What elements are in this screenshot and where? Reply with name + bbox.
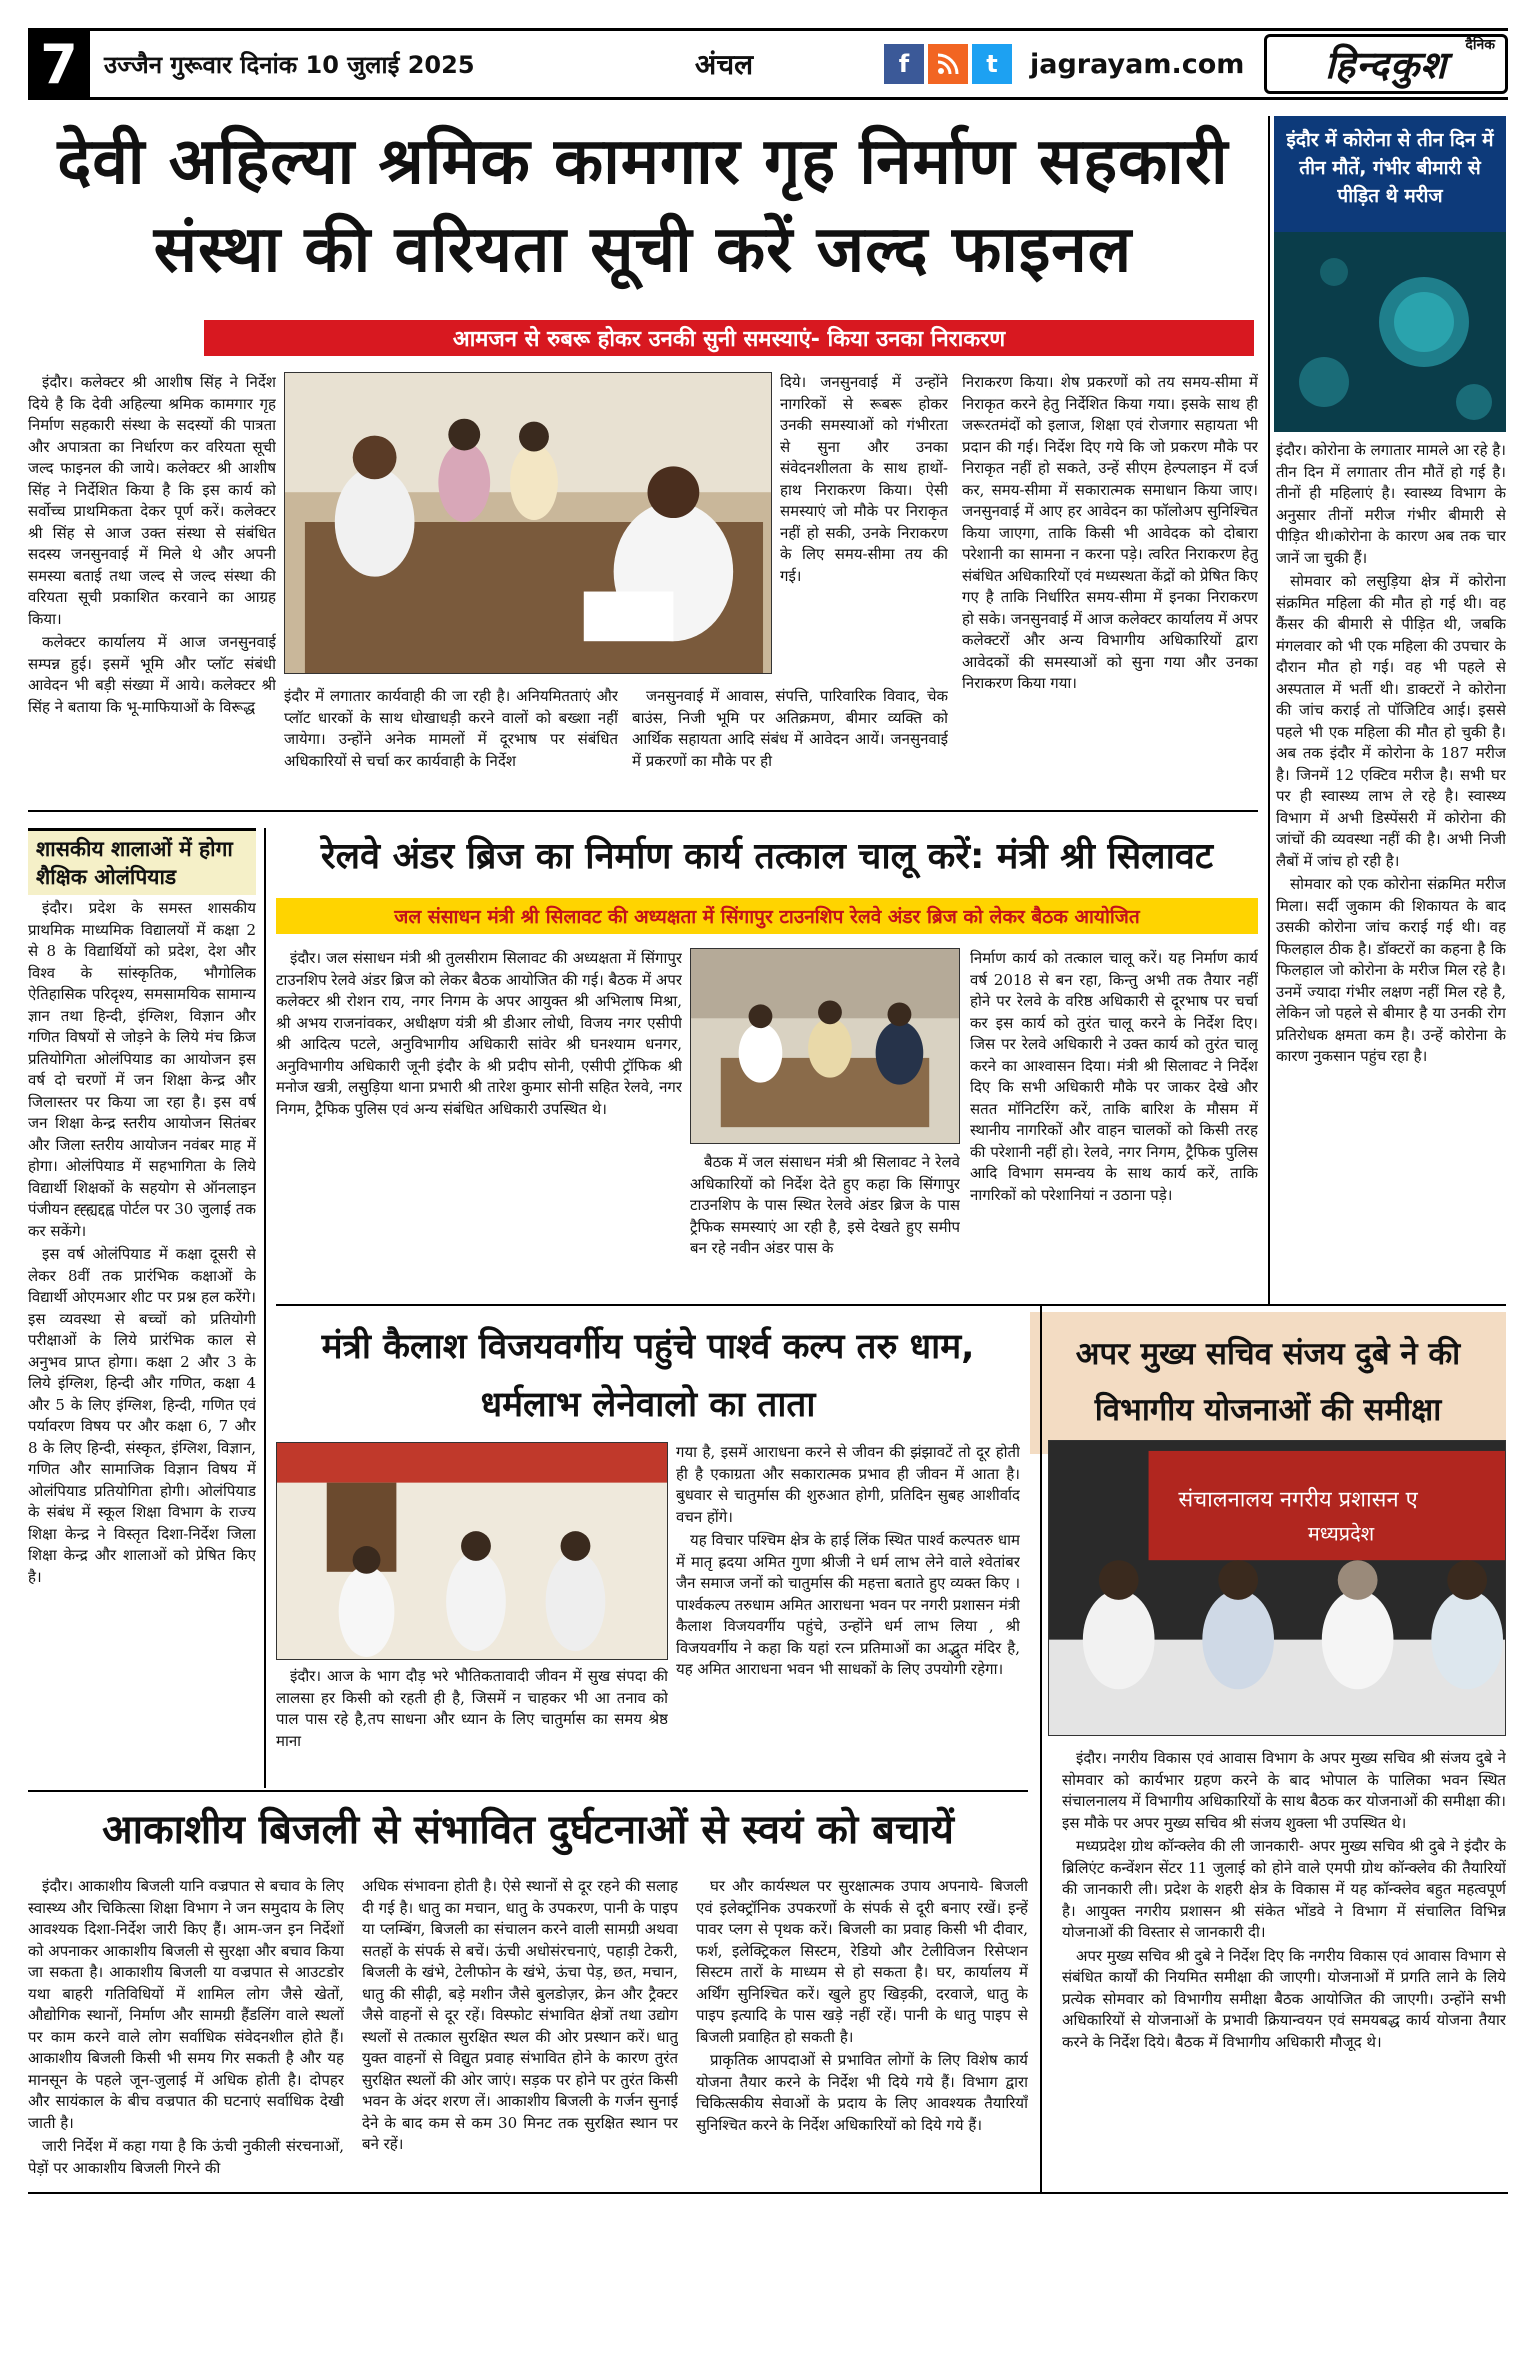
olympiad-para1: इंदौर। प्रदेश के समस्त शासकीय प्राथमिक माध्यमिक विद्यालयों में कक्षा 2 से 8 के विद्यार्थियों को प्रदेश, देश और विश्व के सांस्कृतिक, भौगोलिक ऐतिहासिक परिदृश्य, समसामयिक सामान्य ज्ञान तथा हिन्दी, इंग्लिश, विज्ञान और गणित विषयों से जोड़ने के लिये मंच क्रिज प्रतियोगिता ओलंपियाड का आयोजन इस वर्ष दो चरणों में जन शिक्षा केन्द्र और जिलास्तर पर किया जा रहा है। इस वर्ष जन शिक्षा केन्द्र स्तरीय आयोजन सितंबर और जिला स्तरीय आयोजन नवंबर माह में होगा। ओलंपियाड में सहभागिता के लिये विद्यार्थी शिक्षकों के सहयोग से ऑनलाइन पंजीयन ह्ह्ह्यद्दह्व पोर्टल पर 30 जुलाई तक कर सकेंगे। [28,899,256,1240]
kailash-para3: यह विचार पश्चिम क्षेत्र के हाई लिंक स्थित पार्श्व कल्पतरु धाम में मातृ ह्रदया अमित गुणा श्रीजी ने धर्म लाभ लेने वाले श्वेतांबर जैन समाज जनों को चातुर्मास की महत्ता बताते हुए व्यक्त किए । पार्श्वकल्प तरुधाम अमित आराधना भवन पर नगरी प्रशासन मंत्री कैलाश विजयवर्गीय पहुंचे, उन्होंने धर्म लाभ लिया , श्री विजयवर्गीय ने कहा कि यहां रत्न प्रतिमाओं का अद्भुत मंदिर है, यह अमित आराधना भवन भी साधकों के लिए उपयोगी रहेगा। [676,1531,1020,1678]
website-link[interactable]: jagrayam.com [1030,48,1245,80]
social-icons [884,44,1012,84]
railway-para1: इंदौर। जल संसाधन मंत्री श्री तुलसीराम सिलावट की अध्यक्षता में सिंगापुर टाउनशिप रेलवे अंडर ब्रिज को लेकर बैठक आयोजित की गई। बैठक में अपर कलेक्टर श्री रोशन राय, नगर निगम के अपर आयुक्त श्री अभिलाष मिश्रा, श्री अभय राजनांवकर, अधीक्षण यंत्री श्री डीआर लोधी, विजय नगर एसीपी श्री आदित्य पटले, अनुविभागीय अधिकारी सांवेर श्री घनश्याम धनगर, अनुविभागीय अधिकारी जूनी इंदौर के श्री प्रदीप सोनी, एसीपी ट्रॉफिक श्री मनोज खत्री, लसुड़िया थाना प्रभारी श्री तारेश कुमार सोनी सहित रेलवे, नगर निगम, ट्रैफिक पुलिस एवं अन्य संबंधित अधिकारी उपस्थित थे। [276,949,682,1118]
lightning-para2: जारी निर्देश में कहा गया है कि ऊंची नुकीली संरचनाओं, पेड़ों पर आकाशीय बिजली गिरने की [28,2137,344,2176]
brand-tag: दैनिक [1465,37,1495,53]
main-headline: देवी अहिल्या श्रमिक कामगार गृह निर्माण सहकारी संस्था की वरियता सूची करें जल्द फाइनल [57,125,1229,287]
rss-icon[interactable] [928,44,968,84]
railway-headline: रेलवे अंडर ब्रिज का निर्माण कार्य तत्काल चालू करें: मंत्री श्री सिलावट [320,836,1214,877]
dubey-headline: अपर मुख्य सचिव संजय दुबे ने की विभागीय योजनाओं की समीक्षा [1030,1312,1506,1454]
olympiad-divider [264,828,266,1788]
kailash-photo [276,1442,668,1660]
twitter-icon[interactable]: t [972,44,1012,84]
dubey-body [1062,1748,1506,2178]
sidebar-para3: सोमवार को एक कोरोना संक्रमित मरीज मिला। सर्दी जुकाम की शिकायत के बाद उसकी कोरोना जांच कराई गई थी। वह फिलहाल ठीक है। डॉक्टरों का कहना है कि फिलहाल जो कोरोना के मरीज मिल रहे है। उनमें ज्यादा गंभीर लक्षण नहीं मिल रहे है, लेकिन जो पहले से बीमार है या उनकी रोग प्रतिरोधक क्षमता कम है। उन्हें कोरोना के कारण नुकसान पहुंच रहा है। [1276,875,1506,1065]
sidebar-headline: इंदौर में कोरोना से तीन दिन में तीन मौतें, गंभीर बीमारी से पीड़ित थे मरीज [1274,116,1506,232]
lightning-para3: अधिक संभावना होती है। ऐसे स्थानों से दूर रहने की सलाह दी गई है। धातु का मचान, धातु के उपकरण, पानी के पाइप या प्लम्बिंग, बिजली का संचालन करने वाली सामग्री अथवा सतहों के संपर्क से बचें। ऊंची अधोसंरचनाएं, पहाड़ी टेकरी, बिजली के खंभे, टेलीफोन के खंभे, ऊंचा पेड़, छत, मचान, धातु की सीढ़ी, बड़े मशीन जैसे बुलडोज़र, क्रेन और ट्रैक्टर जैसे वाहनों से दूर रहें। विस्फोट संभावित क्षेत्रों तथा उद्योग स्थलों से तत्काल सुरक्षित स्थल की ओर प्रस्थान करें। धातु युक्त वाहनों से विद्युत प्रवाह संभावित होने के कारण तुरंत सुरक्षित स्थलों की ओर जाएं। सड़क पर होने पर तुरंत किसी भवन के अंदर शरण लें। आकाशीय बिजली के गर्जन सुनाई देने के बाद कम से कम 30 मिनट तक सुरक्षित स्थान पर बने रहें। [362,1877,678,2153]
jansunwai-photo [284,372,772,674]
railway-meeting-photo [690,948,960,1144]
railway-para3: निर्माण कार्य को तत्काल चालू करें। यह निर्माण कार्य वर्ष 2018 से बन रहा, किन्तु अभी तक तैयार नहीं होने पर रेलवे के वरिष्ठ अधिकारी से दूरभाष पर चर्चा कर इस कार्य को तुरंत चालू करने के निर्देश दिए। जिस पर रेलवे अधिकारी ने उक्त कार्य को तुरंत चालू करने का आश्वासन दिया। मंत्री श्री सिलावट ने निर्देश दिए कि सभी अधिकारी मौके पर जाकर देखे और सतत मॉनिटरिंग करें, ताकि बारिश के मौसम में स्थानीय नागरिकों और वाहन चालकों को किसी तरह की परेशानी नहीं हो। रेलवे, नगर निगम, ट्रैफिक पुलिस आदि विभाग समन्वय के साथ कार्य करें, ताकि नागरिकों को परेशानियां न उठाना पड़े। [970,949,1258,1204]
dubey-divider [1040,1304,1042,2194]
photo-sign-text: संचालनालय नगरीय प्रशासन ए [1178,1487,1418,1513]
olympiad-para2: इस वर्ष ओलंपियाड में कक्षा दूसरी से लेकर 8वीं तक प्रारंभिक कक्षाओं के विद्यार्थी ओएमआर शीट पर प्रश्न हल करेंगे। इस व्यवस्था से बच्चों को प्रतियोगी परीक्षाओं के लिये प्रारंभिक काल से अनुभव प्राप्त होगा। कक्षा 2 और 3 के लिये इंग्लिश, हिन्दी और गणित, कक्षा 4 और 5 के लिए इंग्लिश, हिन्दी, गणित एवं पर्यावरण विषय पर और कक्षा 6, 7 और 8 के लिए हिन्दी, संस्कृत, इंग्लिश, विज्ञान, गणित और सामाजिक विज्ञान विषय में ओलंपियाड प्रतियोगिता होगी। ओलंपियाड के संबंध में स्कूल शिक्षा विभाग के राज्य शिक्षा केन्द्र ने विस्तृत दिशा-निर्देश जिला शिक्षा केन्द्र और शालाओं को प्रेषित किए है। [28,1245,256,1586]
brand-name: हिन्दकुश [1325,42,1447,87]
main-story-col3b [632,686,948,792]
railway-col1 [276,948,682,1292]
kailash-para1: इंदौर। आज के भाग दौड़ भरे भौतिकतावादी जीवन में सुख संपदा की लालसा हर किसी को रहती ही है, जिसमें न चाहकर भी आ तनाव को पाल पास रहे है,तप साधना और ध्यान के लिए चातुर्मास का समय श्रेष्ठ माना [276,1667,668,1750]
section-divider-1 [28,810,1258,812]
masthead [28,28,1508,100]
railway-para2: बैठक में जल संसाधन मंत्री श्री सिलावट ने रेलवे अधिकारियों को निर्देश देते हुए कहा कि सिंगापुर टाउनशिप के पास स्थित रेलवे अंडर ब्रिज के पास ट्रैफिक समस्याएं आ रही है, इसे देखते हुए समीप बन रहे नवीन अंडर पास के [690,1153,960,1257]
kailash-para2: गया है, इसमें आराधना करने से जीवन की झंझावटें तो दूर होती ही है एकाग्रता और सकारात्मक प्रभाव ही जीवन में आता है। बुधवार से चातुर्मास की शुरुआत होगी, प्रतिदिन सुबह आशीर्वाद वचन होंगे। [676,1443,1020,1526]
lightning-para4: घर और कार्यस्थल पर सुरक्षात्मक उपाय अपनाये- बिजली एवं इलेक्ट्रॉनिक उपकरणों के संपर्क से दूरी बनाए रखें। इन्हें पावर प्लग से पृथक करें। बिजली का प्रवाह किसी भी दीवार, फर्श, इलेक्ट्रिकल सिस्टम, रेडियो और टेलीविजन रिसेप्शन सिस्टम तारों के माध्यम से हो सकता है। घर, कार्यालय में अर्थिंग सुनिश्चित करें। खुले हुए खिड़की, दरवाजे, धातु के पाइप इत्यादि के पास खड़े नहीं रहें। पानी के धातु पाइप से बिजली प्रवाहित हो सकती है। [696,1877,1028,2046]
railway-col2 [690,1152,960,1292]
sidebar-para1: इंदौर। कोरोना के लगातार मामले आ रहे है। तीन दिन में लगातार तीन मौतें हो गई है। तीनों ही महिलाएं है। स्वास्थ्य विभाग के अनुसार तीनों मरीज गंभीर बीमारी से पीड़ित थी।कोरोना के कारण अब तक चार जानें जा चुकी हैं। [1276,441,1506,567]
main-story-para2: कलेक्टर कार्यालय में आज जनसुनवाई सम्पन्न हुई। इसमें भूमि और प्लॉट संबंधी आवेदन भी बड़ी संख्या में आये। कलेक्टर श्री सिंह ने बताया कि भू-माफियाओं के विरूद्ध [28,633,276,716]
page-number: 7 [28,31,90,97]
section-name: अंचल [694,48,754,81]
lightning-para1: इंदौर। आकाशीय बिजली यानि वज्रपात से बचाव के लिए स्वास्थ्य और चिकित्सा शिक्षा विभाग ने जन समुदाय के लिए आवश्यक दिशा-निर्देश जारी किए हैं। आम-जन इन निर्देशों को अपनाकर आकाशीय बिजली से सुरक्षा और बचाव किया जा सकता है। आकाशीय बिजली या वज्रपात से आउटडोर यथा बाहरी गतिविधियों में शामिल लोग जैसे खेतों, औद्योगिक स्थानों, निर्माण और सामग्री हैंडलिंग वाले स्थलों पर काम करने वाले लोग सर्वाधिक संवेदनशील होते हैं। आकाशीय बिजली किसी भी समय गिर सकती है और यह मानसून के पहले जून-जुलाई में अधिक होती है। दोपहर और सायंकाल के बीच वज्रपात की घटनाएं सर्वाधिक देखी जाती है। [28,1877,344,2132]
railway-subheadline: जल संसाधन मंत्री श्री सिलावट की अध्यक्षता में सिंगापुर टाउनशिप रेलवे अंडर ब्रिज को लेकर बैठक आयोजित [276,898,1258,934]
lightning-col3 [696,1876,1028,2176]
dateline: उज्जैन गुरूवार दिनांक 10 जुलाई 2025 [104,50,475,79]
sidebar-divider [1268,116,1270,1306]
main-story-para1: इंदौर। कलेक्टर श्री आशीष सिंह ने निर्देश दिये है कि देवी अहिल्या श्रमिक कामगार गृह निर्माण सहकारी संस्था के सदस्यों की पात्रता और अपात्रता का निर्धारण कर वरियता सूची जल्द फाइनल की जाये। कलेक्टर श्री आशीष सिंह ने निर्देशित किया है कि इस कार्य को सर्वोच्च प्राथमिकता देकर पूर्ण करें। कलेक्टर श्री सिंह से आज उक्त संस्था से संबंधित सदस्य जनसुनवाई में मिले थे और अपनी समस्या बताई तथा जल्द से जल्द संस्था की वरियता सूची प्रकाशित करवाने का आग्रह किया। [28,373,276,628]
section-divider-3 [28,1790,1028,1792]
page-bottom-rule [28,2192,1508,2194]
olympiad-headline: शासकीय शालाओं में होगा शैक्षिक ओलंपियाड [28,828,256,895]
railway-col3 [970,948,1258,1292]
main-story-para3: इंदौर में लगातार कार्यवाही की जा रही है। अनियमितताएं और प्लॉट धारकों के साथ धोखाधड़ी करने वालों को बख्शा नहीं जायेगा। उन्होंने अनेक मामलों में दूरभाष पर संबंधित अधिकारियों से चर्चा कर कार्यवाही के निर्देश [284,687,618,770]
lightning-col2 [362,1876,678,2176]
main-story-para6: निराकरण किया। शेष प्रकरणों को तय समय-सीमा में निराकृत करने हेतु निर्देशित किया गया। इसके साथ ही जरूरतमंदों को इलाज, शिक्षा एवं रोजगार सहायता भी प्रदान की गई। निर्देश दिए गये कि जो प्रकरण मौके पर निराकृत नहीं हो सकते, उन्हें सीएम हेल्पलाइन में दर्ज कर, समय-सीमा में सकारात्मक समाधान किया जाए। जनसुनवाई में आए हर आवेदन का फॉलोअप सुनिश्चित किया जाएगा, ताकि किसी भी आवेदक को दोबारा परेशानी का सामना न करना पड़े। त्वरित निराकरण हेतु संबंधित अधिकारियों एवं मध्यस्थता केंद्रों को प्रेषित किए गए है ताकि निर्धारित समय-सीमा में इनका निराकरण हो सके। जनसुनवाई में आज कलेक्टर कार्यालय में अपर कलेक्टरों और अन्य विभागीय अधिकारियों द्वारा आवेदकों की समस्याओं को सुना गया और उनका निराकरण किया गया। [962,373,1258,692]
kailash-col1 [276,1666,668,1778]
lightning-headline: आकाशीय बिजली से संभावित दुर्घटनाओं से स्वयं को बचायें [102,1807,954,1853]
main-subheadline: आमजन से रुबरू होकर उनकी सुनी समस्याएं- किया उनका निराकरण [204,320,1254,356]
section-divider-2 [276,1304,1506,1306]
dubey-para3: अपर मुख्य सचिव श्री दुबे ने निर्देश दिए कि नगरीय विकास एवं आवास विभाग से संबंधित कार्यों की नियमित समीक्षा की जाएगी। योजनाओं में प्रगति लाने के लिये प्रत्येक सोमवार को विभागीय समीक्षा बैठक आयोजित की जाएगी। उन्होंने सभी अधिकारियों से योजनाओं के प्रभावी क्रियान्वयन एवं समयबद्ध कार्य योजना तैयार करने के निर्देश दिये। बैठक में विभागीय अधिकारी मौजूद थे। [1062,1946,1506,2051]
dubey-para1: इंदौर। नगरीय विकास एवं आवास विभाग के अपर मुख्य सचिव श्री संजय दुबे ने सोमवार को कार्यभार ग्रहण करने के बाद भोपाल के पालिका भवन स्थित संचालनालय में विभागीय अधिकारियों के साथ बैठक कर योजनाओं की समीक्षा की। इस मौके पर अपर मुख्य सचिव श्री संजय शुक्ला भी उपस्थित थे। [1062,1749,1506,1832]
olympiad-body [28,898,256,1774]
main-story-para5: जनसुनवाई में आवास, संपत्ति, पारिवारिक विवाद, चेक बाउंस, निजी भूमि पर अतिक्रमण, बीमार व्यक्ति को आर्थिक सहायता आदि संबंध में आवेदन आयें। जनसुनवाई में प्रकरणों का मौके पर ही [632,687,948,770]
main-story-col4 [962,372,1258,792]
main-story-para4: दिये। जनसुनवाई में उन्होंने नागरिकों से रूबरू होकर उनकी समस्याओं को गंभीरता से सुना और उनका संवेदनशीलता के साथ हाथों-हाथ निराकरण किया। ऐसी समस्याएं जो मौके पर निराकृत नहीं हो सकी, उनके निराकरण के लिए समय-सीमा तय की गई। [780,373,948,585]
brand-logo [1264,34,1508,94]
lightning-para5: प्राकृतिक आपदाओं से प्रभावित लोगों के लिए विशेष कार्य योजना तैयार करने के निर्देश भी दिये गये हैं। विभाग द्वारा चिकित्सकीय सेवाओं के प्रदाय के लिए आवश्यक तैयारियाँ सुनिश्चित करने के निर्देश अधिकारियों को दिये गये हैं। [696,2051,1028,2134]
dubey-meeting-photo [1048,1440,1506,1736]
sidebar-body [1276,440,1506,1308]
sidebar-para2: सोमवार को लसुड़िया क्षेत्र में कोरोना संक्रमित महिला की मौत हो गई थी। वह कैंसर की बीमारी से पीड़ित थी, जबकि मंगलवार को भी एक महिला की उपचार के दौरान मौत हो गई। वह भी पहले से अस्पताल में भर्ती थी। डाक्टरों ने कोरोना की जांच कराई तो पॉजिटिव आई। इससे पहले भी एक महिला की मौत हो चुकी है। अब तक इंदौर में कोरोना के 187 मरीज है। जिनमें 12 एक्टिव मरीज है। सभी घर पर ही स्वास्थ्य लाभ ले रहे है। स्वास्थ्य विभाग में अभी डिस्पेंसरी में कोरोना की जांचों की व्यवस्था नहीं की है। अभी निजी लैबों में जांच हो रही है। [1276,572,1506,870]
main-story-col1 [28,372,276,792]
kailash-headline: मंत्री कैलाश विजयवर्गीय पहुंचे पार्श्व कल्प तरु धाम, धर्मलाभ लेनेवालो का ताता [321,1327,975,1425]
main-story-col2 [284,686,618,792]
dubey-para2: मध्यप्रदेश ग्रोथ कॉन्क्लेव की ली जानकारी- अपर मुख्य सचिव श्री दुबे ने इंदौर के ब्रिलिएंट कन्वेंशन सेंटर 11 जुलाई को होने वाले एमपी ग्रोथ कॉन्क्लेव की तैयारियों की जानकारी ली। प्रदेश के शहरी क्षेत्र के विकास में यह कॉन्क्लेव बहुत महत्वपूर्ण है। आयुक्त नगरीय प्रशासन श्री संकेत भोंडवे ने विभाग में संचालित विभिन्न योजनाओं की विस्तार से जानकारी दी। [1062,1837,1506,1941]
facebook-icon[interactable]: f [884,44,924,84]
photo-sign-text-2: मध्यप्रदेश [1307,1522,1375,1546]
main-story-col3 [780,372,948,662]
kailash-col2 [676,1442,1020,1778]
lightning-col1 [28,1876,344,2176]
virus-photo [1274,232,1506,432]
